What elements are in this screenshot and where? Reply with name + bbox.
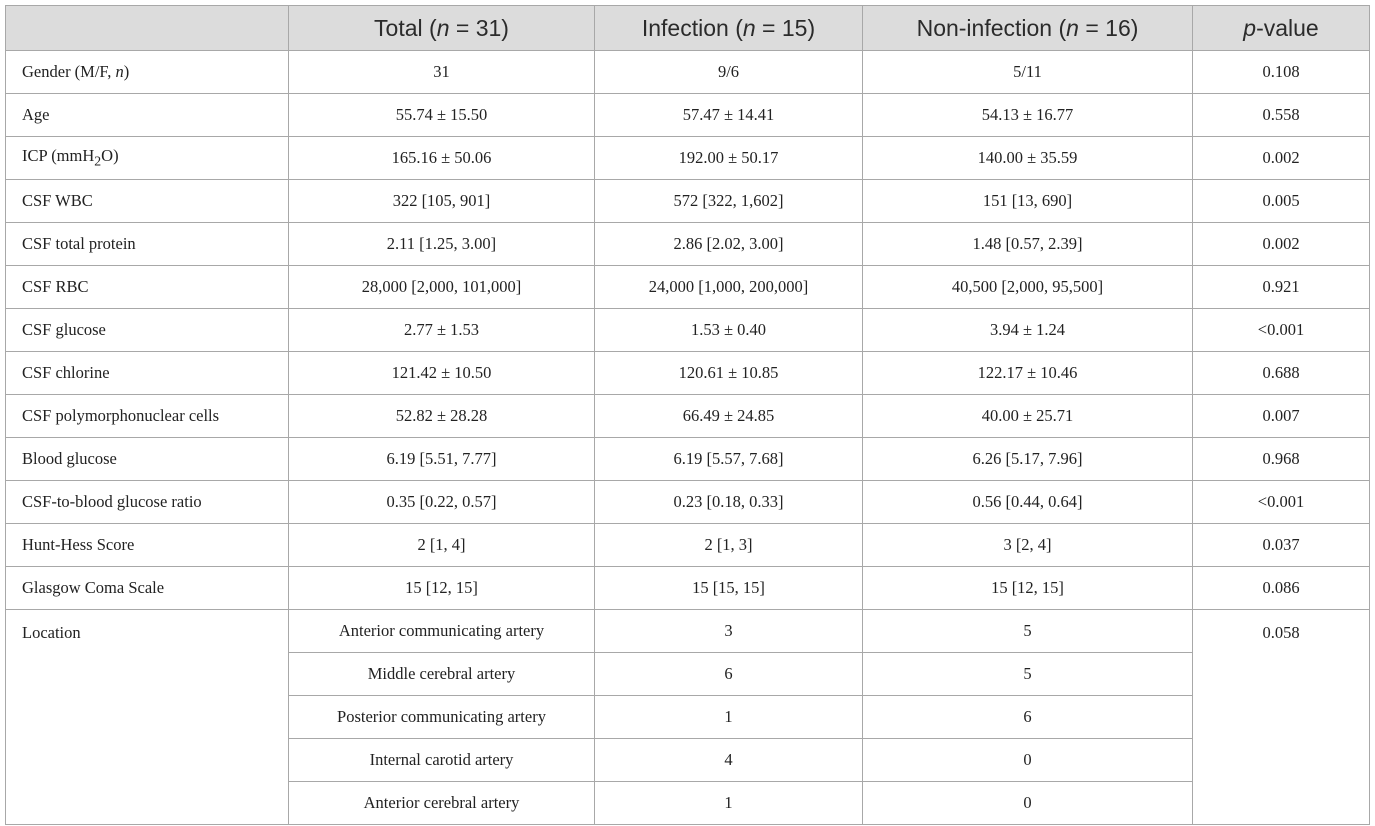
cell-p-value: 0.108 <box>1193 51 1370 94</box>
table-row-gender <box>6 51 1370 94</box>
cell-total: 322 [105, 901] <box>289 180 595 223</box>
cell-infection: 15 [15, 15] <box>595 567 863 610</box>
cell-infection: 120.61 ± 10.85 <box>595 352 863 395</box>
cell-p-value: 0.002 <box>1193 137 1370 180</box>
cell-infection: 572 [322, 1,602] <box>595 180 863 223</box>
table-row-csf-total-protein <box>6 223 1370 266</box>
table-row-age <box>6 94 1370 137</box>
row-label: Hunt-Hess Score <box>6 524 289 567</box>
cell-total: 2.77 ± 1.53 <box>289 309 595 352</box>
header-total: Total (n = 31) <box>289 6 595 51</box>
table-row-csf-wbc <box>6 180 1370 223</box>
cell-non-infection: 151 [13, 690] <box>863 180 1193 223</box>
cell-infection: 3 <box>595 610 863 653</box>
row-label: CSF polymorphonuclear cells <box>6 395 289 438</box>
row-label: CSF-to-blood glucose ratio <box>6 481 289 524</box>
cell-non-infection: 40.00 ± 25.71 <box>863 395 1193 438</box>
row-label: CSF total protein <box>6 223 289 266</box>
cell-non-infection: 140.00 ± 35.59 <box>863 137 1193 180</box>
cell-non-infection: 6.26 [5.17, 7.96] <box>863 438 1193 481</box>
row-label: Age <box>6 94 289 137</box>
cell-p-value: 0.688 <box>1193 352 1370 395</box>
header-infection: Infection (n = 15) <box>595 6 863 51</box>
cell-infection: 4 <box>595 739 863 782</box>
cell-p-value: <0.001 <box>1193 481 1370 524</box>
row-label: Gender (M/F, n) <box>6 51 289 94</box>
table-row-csf-chlorine <box>6 352 1370 395</box>
cell-total: 121.42 ± 10.50 <box>289 352 595 395</box>
cell-p-value: 0.007 <box>1193 395 1370 438</box>
cell-non-infection: 0 <box>863 782 1193 825</box>
header-blank-cell <box>6 6 289 51</box>
table-row-csf-pmn-cells <box>6 395 1370 438</box>
row-label: CSF glucose <box>6 309 289 352</box>
cell-infection: 1 <box>595 782 863 825</box>
cell-p-value: 0.921 <box>1193 266 1370 309</box>
cell-infection: 2 [1, 3] <box>595 524 863 567</box>
baseline-characteristics-table <box>5 5 1370 825</box>
cell-non-infection: 54.13 ± 16.77 <box>863 94 1193 137</box>
cell-total: 28,000 [2,000, 101,000] <box>289 266 595 309</box>
cell-p-value: 0.558 <box>1193 94 1370 137</box>
cell-non-infection: 5 <box>863 610 1193 653</box>
cell-p-value: <0.001 <box>1193 309 1370 352</box>
row-label: CSF WBC <box>6 180 289 223</box>
cell-infection: 9/6 <box>595 51 863 94</box>
location-p-value: 0.058 <box>1193 610 1370 825</box>
cell-total: 15 [12, 15] <box>289 567 595 610</box>
cell-infection: 0.23 [0.18, 0.33] <box>595 481 863 524</box>
header-non-infection: Non-infection (n = 16) <box>863 6 1193 51</box>
cell-total: 0.35 [0.22, 0.57] <box>289 481 595 524</box>
table-row-csf-glucose <box>6 309 1370 352</box>
cell-non-infection: 3.94 ± 1.24 <box>863 309 1193 352</box>
location-site: Anterior communicating artery <box>289 610 595 653</box>
row-label: Blood glucose <box>6 438 289 481</box>
cell-non-infection: 3 [2, 4] <box>863 524 1193 567</box>
table-row-blood-glucose <box>6 438 1370 481</box>
cell-infection: 24,000 [1,000, 200,000] <box>595 266 863 309</box>
cell-total: 2.11 [1.25, 3.00] <box>289 223 595 266</box>
cell-total: 165.16 ± 50.06 <box>289 137 595 180</box>
cell-total: 6.19 [5.51, 7.77] <box>289 438 595 481</box>
row-label: CSF RBC <box>6 266 289 309</box>
cell-infection: 1.53 ± 0.40 <box>595 309 863 352</box>
cell-non-infection: 40,500 [2,000, 95,500] <box>863 266 1193 309</box>
cell-p-value: 0.037 <box>1193 524 1370 567</box>
table-row-location <box>6 610 1370 653</box>
cell-p-value: 0.086 <box>1193 567 1370 610</box>
table-row-glasgow-coma-scale <box>6 567 1370 610</box>
cell-non-infection: 5 <box>863 653 1193 696</box>
cell-infection: 6.19 [5.57, 7.68] <box>595 438 863 481</box>
cell-infection: 192.00 ± 50.17 <box>595 137 863 180</box>
cell-non-infection: 122.17 ± 10.46 <box>863 352 1193 395</box>
table-row-csf-blood-glucose-ratio <box>6 481 1370 524</box>
cell-infection: 57.47 ± 14.41 <box>595 94 863 137</box>
cell-infection: 1 <box>595 696 863 739</box>
header-p-value: p-value <box>1193 6 1370 51</box>
cell-p-value: 0.005 <box>1193 180 1370 223</box>
cell-non-infection: 1.48 [0.57, 2.39] <box>863 223 1193 266</box>
location-site: Anterior cerebral artery <box>289 782 595 825</box>
cell-non-infection: 15 [12, 15] <box>863 567 1193 610</box>
row-label: Glasgow Coma Scale <box>6 567 289 610</box>
cell-non-infection: 5/11 <box>863 51 1193 94</box>
cell-total: 2 [1, 4] <box>289 524 595 567</box>
location-site: Middle cerebral artery <box>289 653 595 696</box>
table-row-csf-rbc <box>6 266 1370 309</box>
cell-p-value: 0.002 <box>1193 223 1370 266</box>
row-label: ICP (mmH$_2$O) <box>6 137 289 180</box>
cell-non-infection: 6 <box>863 696 1193 739</box>
cell-total: 55.74 ± 15.50 <box>289 94 595 137</box>
cell-non-infection: 0.56 [0.44, 0.64] <box>863 481 1193 524</box>
header-row <box>6 6 1370 51</box>
location-label: Location <box>6 610 289 825</box>
table-row-icp <box>6 137 1370 180</box>
cell-total: 52.82 ± 28.28 <box>289 395 595 438</box>
row-label: CSF chlorine <box>6 352 289 395</box>
cell-total: 31 <box>289 51 595 94</box>
location-site: Posterior communicating artery <box>289 696 595 739</box>
cell-infection: 2.86 [2.02, 3.00] <box>595 223 863 266</box>
cell-infection: 66.49 ± 24.85 <box>595 395 863 438</box>
cell-non-infection: 0 <box>863 739 1193 782</box>
cell-infection: 6 <box>595 653 863 696</box>
cell-p-value: 0.968 <box>1193 438 1370 481</box>
location-site: Internal carotid artery <box>289 739 595 782</box>
table-row-hunt-hess <box>6 524 1370 567</box>
